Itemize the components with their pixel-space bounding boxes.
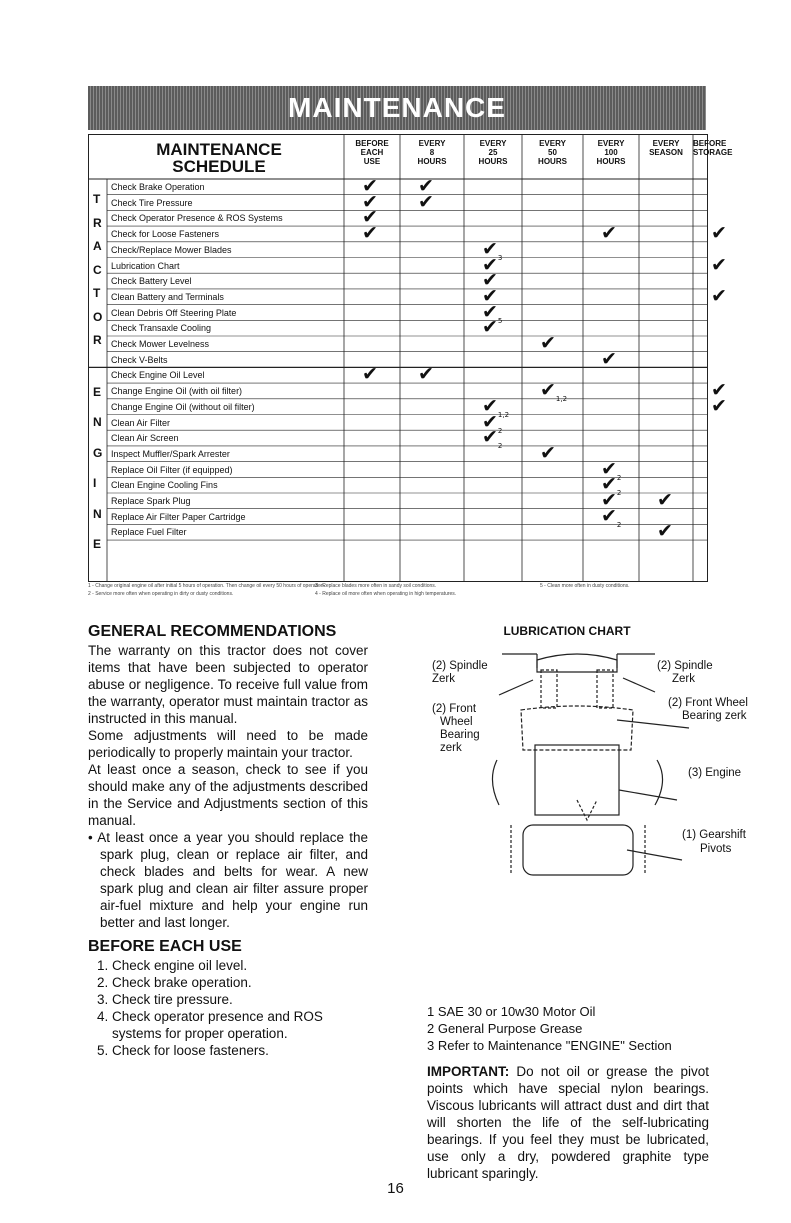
tractor-row-label: Check Operator Presence & ROS Systems — [111, 213, 283, 224]
callout-spindle-right: (2) Spindle — [657, 660, 713, 672]
engine-row-label: Replace Spark Plug — [111, 496, 191, 506]
schedule-column-header — [464, 139, 522, 166]
column-header-line: EACH — [360, 148, 384, 157]
check-mark: ✔ — [418, 175, 434, 197]
callout-bearing: Bearing — [440, 729, 480, 741]
column-header-line: STORAGE — [693, 148, 733, 157]
column-header-line: HOURS — [417, 157, 447, 166]
column-header-line: EVERY — [597, 139, 625, 148]
before-use-item: 1. Check engine oil level. — [112, 957, 368, 974]
check-mark: ✔ — [601, 489, 617, 511]
mark-note: 1,2 — [497, 410, 510, 419]
check-mark: ✔ — [540, 441, 556, 464]
mark-note: 3 — [497, 253, 503, 262]
tractor-row-label: Lubrication Chart — [111, 260, 180, 271]
tractor-row-label: Check Transaxle Cooling — [111, 323, 212, 334]
engine-row-label: Replace Air Filter Paper Cartridge — [111, 511, 246, 522]
column-header-line: EVERY — [418, 139, 446, 148]
callout-zerk-2: zerk — [440, 742, 462, 754]
maintenance-banner — [88, 86, 706, 130]
mark-note: 5 — [497, 316, 503, 325]
callout-spindle-left: (2) Spindle — [432, 660, 488, 672]
column-header-line: BEFORE — [355, 139, 389, 148]
check-mark: ✔ — [711, 253, 727, 276]
tractor-side-letter: O — [93, 309, 103, 324]
general-para-2: Some adjustments will need to be made periodically to properly maintain your tractor. — [88, 728, 368, 760]
footnote-3: 3 - Replace blades more often in sandy soil conditions. — [315, 583, 437, 589]
engine-row-label: Change Engine Oil (with oil filter) — [111, 386, 243, 397]
schedule-column-header — [344, 139, 400, 166]
general-para-3: At least once a season, check to see if you should make any of the adjustments described in the Service and Adjustments section of this manual. — [88, 762, 368, 828]
tractor-row-label: Check V-Belts — [111, 354, 168, 365]
tractor-row-label: Check Mower Levelness — [111, 339, 210, 349]
tractor-side-letter: R — [93, 215, 102, 230]
engine-row-label: Replace Fuel Filter — [111, 527, 187, 538]
column-header-line: USE — [363, 157, 381, 166]
tractor-side-letter: T — [93, 286, 101, 301]
footnote-4: 4 - Replace oil more often when operating in high temperatures. — [315, 591, 457, 597]
schedule-heading — [89, 141, 349, 175]
lubrication-note-1: 1 SAE 30 or 10w30 Motor Oil — [427, 1004, 596, 1019]
check-mark: ✔ — [418, 190, 434, 213]
callout-front-wheel-right: (2) Front Wheel — [668, 697, 748, 709]
check-mark: $✔_2$ — [482, 426, 503, 450]
column-header-line: 100 — [604, 148, 618, 157]
check-mark: $✔_2$ — [601, 457, 622, 482]
check-mark: $✔_2$ — [482, 410, 503, 435]
mark-note: 2 — [497, 426, 503, 435]
schedule-column-header — [522, 139, 583, 166]
column-header-line: BEFORE — [693, 139, 727, 148]
general-para-1: The warranty on this tractor does not cover items that have been subjected to operator abuse or negligence. To receive full value from the warranty, operator must maintain tractor as instructed in this manual. — [88, 643, 368, 726]
check-mark: ✔ — [482, 253, 498, 276]
column-header-line: 8 — [429, 148, 435, 157]
callout-gearshift: (1) Gearshift — [682, 829, 746, 841]
mark-note: 1,2 — [555, 394, 568, 403]
check-mark: ✔ — [657, 520, 673, 543]
column-header-line: 50 — [548, 148, 557, 157]
check-mark: ✔ — [601, 347, 617, 370]
engine-side-letter: E — [93, 537, 102, 552]
schedule-column-header — [639, 139, 693, 157]
schedule-heading-line2: SCHEDULE — [172, 157, 266, 176]
check-mark: ✔ — [657, 489, 673, 511]
column-header-line: 25 — [488, 148, 498, 157]
engine-row-label: Change Engine Oil (without oil filter) — [111, 401, 255, 412]
footnote-5: 5 - Clean more often in dusty conditions. — [540, 583, 630, 589]
before-use-heading: BEFORE EACH USE — [88, 938, 242, 955]
callout-bearing-right: Bearing zerk — [682, 710, 747, 722]
column-header-line: EVERY — [539, 139, 566, 148]
engine-row-label: Clean Engine Cooling Fins — [111, 480, 218, 491]
before-use-item: 2. Check brake operation. — [112, 974, 368, 991]
callout-front-wheel-left: (2) Front — [432, 703, 477, 715]
general-heading: GENERAL RECOMMENDATIONS — [88, 623, 337, 640]
check-mark: ✔ — [362, 222, 378, 245]
callout-pivots: Pivots — [700, 843, 732, 855]
mark-note: 2 — [616, 520, 622, 529]
important-note — [427, 1063, 709, 1182]
check-mark: $✔_2$ — [601, 504, 622, 529]
check-mark: ✔ — [540, 332, 556, 354]
check-mark: $✔_{1,2}$ — [540, 379, 568, 403]
before-use-list — [88, 957, 368, 1059]
tractor-row-label: Check/Replace Mower Blades — [111, 244, 232, 255]
callout-wheel: Wheel — [440, 716, 473, 728]
column-header-line: HOURS — [478, 157, 508, 166]
lubrication-title: LUBRICATION CHART — [503, 624, 631, 638]
check-mark: $✔_{1,2}$ — [482, 394, 510, 419]
check-mark: ✔ — [711, 222, 727, 245]
tractor-row-label: Check Tire Pressure — [111, 197, 193, 208]
check-mark: ✔ — [482, 284, 498, 307]
check-mark: ✔ — [482, 269, 498, 292]
callout-zerk-right: Zerk — [672, 673, 695, 685]
tractor-side-letter: R — [93, 333, 102, 348]
check-mark: ✔ — [482, 316, 498, 339]
check-mark: ✔ — [362, 175, 378, 197]
schedule-column-header — [400, 139, 464, 166]
schedule-column-header — [583, 139, 639, 166]
page-title: MAINTENANCE — [288, 92, 506, 123]
column-header-line: SEASON — [649, 148, 683, 157]
footnote-2: 2 - Service more often when operating in dirty or dusty conditions. — [88, 591, 234, 597]
engine-row-label: Clean Air Screen — [111, 433, 179, 444]
engine-row-label: Inspect Muffler/Spark Arrester — [111, 448, 230, 459]
tractor-row-label: Check Battery Level — [111, 276, 192, 287]
schedule-column-header — [693, 139, 733, 157]
tractor-side-letter: T — [93, 192, 101, 207]
engine-side-letter: N — [93, 506, 102, 521]
callout-zerk-left: Zerk — [432, 673, 455, 685]
tractor-row-label: Clean Debris Off Steering Plate — [111, 307, 237, 318]
check-mark: ✔ — [418, 363, 434, 386]
engine-row-label: Replace Oil Filter (if equipped) — [111, 464, 233, 475]
column-header-line: EVERY — [652, 139, 680, 148]
engine-row-label: Clean Air Filter — [111, 417, 171, 428]
check-mark: ✔ — [711, 284, 727, 307]
tractor-side-letter: C — [93, 262, 102, 277]
mark-note: 2 — [497, 441, 503, 450]
engine-side-letter: G — [93, 445, 103, 460]
engine-side-letter: I — [93, 476, 97, 491]
mark-note: 2 — [616, 489, 622, 498]
check-mark: ✔ — [711, 379, 727, 402]
lubrication-note-3: 3 Refer to Maintenance "ENGINE" Section — [427, 1038, 672, 1053]
check-mark: ✔ — [601, 222, 617, 245]
check-mark: ✔ — [362, 363, 378, 386]
important-text: Do not oil or grease the pivot points which have special nylon bearings. Viscous lubricants will attract dust and dirt that will shorten the life of the self-lubricating bearings. If you feel they must be lubricated, use only a dry, powdered graphite type lubricant sparingly. — [427, 1064, 709, 1181]
callout-engine: (3) Engine — [688, 767, 742, 779]
general-recommendations — [88, 622, 368, 1059]
schedule-heading-line1: MAINTENANCE — [156, 140, 282, 159]
tractor-row-label: Clean Battery and Terminals — [111, 291, 224, 302]
lubrication-chart — [427, 622, 707, 640]
column-header-line: HOURS — [596, 157, 626, 166]
check-mark: $✔_3$ — [482, 237, 503, 262]
tractor-row-label: Check Brake Operation — [111, 182, 205, 192]
check-mark: $✔_5$ — [482, 300, 503, 325]
mark-note: 2 — [616, 473, 622, 482]
page-number: 16 — [387, 1180, 404, 1197]
engine-side-letter: N — [93, 415, 102, 430]
column-header-line: HOURS — [538, 157, 567, 166]
lubrication-notes — [427, 1003, 672, 1054]
engine-side-letter: E — [93, 384, 102, 399]
before-use-item: 4. Check operator presence and ROS systems for proper operation. — [112, 1008, 368, 1042]
check-mark: ✔ — [711, 394, 727, 417]
before-use-item: 5. Check for loose fasteners. — [112, 1042, 368, 1059]
important-label: IMPORTANT: — [427, 1064, 510, 1079]
tractor-side-letter: A — [93, 239, 102, 254]
check-mark: ✔ — [362, 206, 378, 229]
engine-row-label: Check Engine Oil Level — [111, 370, 205, 381]
check-mark: ✔ — [362, 190, 378, 213]
tractor-row-label: Check for Loose Fasteners — [111, 229, 220, 240]
maintenance-schedule-table — [88, 134, 733, 582]
lubrication-note-2: 2 General Purpose Grease — [427, 1021, 583, 1036]
footnote-1: 1 - Change original engine oil after initial 5 hours of operation. Then change oil every 50 hours of operation. — [88, 583, 326, 589]
check-mark: $✔_2$ — [601, 473, 622, 498]
before-use-item: 3. Check tire pressure. — [112, 991, 368, 1008]
general-bullet: • At least once a year you should replace the spark plug, clean or replace air filter, and check blades and belts for wear. A new spark plug and clean air filter assure proper air-fuel mixture and help your engine run better and last longer. — [88, 830, 368, 930]
column-header-line: EVERY — [479, 139, 507, 148]
